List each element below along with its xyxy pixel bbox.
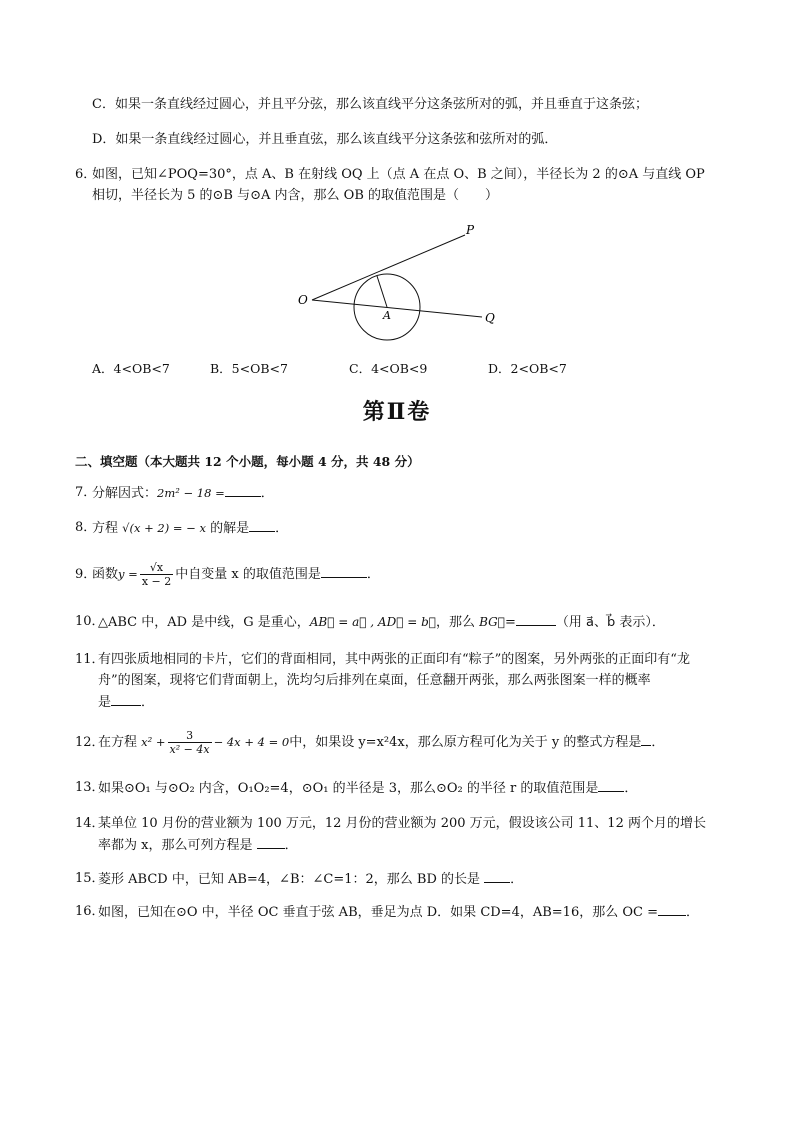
q9-post: 中自变量 x 的取值范围是 (175, 567, 321, 582)
q10-text3: = (504, 615, 516, 630)
q13-number: 13． (75, 780, 105, 795)
q9-lhs: y = (118, 567, 138, 581)
q15-end: ． (510, 872, 524, 887)
q7-post: ． (260, 486, 274, 501)
q6-figure (290, 222, 510, 347)
ray-oq (312, 300, 482, 317)
q9-denominator: x − 2 (141, 575, 172, 588)
q14-number: 14． (75, 816, 105, 831)
q15-text (98, 870, 523, 889)
q10-vectors: AB⃗ = a⃗ , AD⃗ = b⃗ (309, 615, 436, 629)
q11-answer-blank[interactable] (111, 693, 141, 706)
q7-number: 7． (75, 485, 97, 500)
radius-a (377, 276, 387, 307)
q7-answer-blank[interactable] (225, 484, 261, 497)
q15-number: 15． (75, 871, 105, 886)
q12-fraction (168, 729, 212, 756)
q16-body: 如图，已知在⊙O 中，半径 OC 垂直于弦 AB，垂足为点 D．如果 CD=4，AB=16，那么 OC = (98, 905, 658, 920)
q14-text-line2 (98, 836, 298, 855)
q11-text-line2: 舟”的图案，现将它们背面朝上，洗均匀后排列在桌面，任意翻开两张，那么两张图案一样的概率 (98, 673, 651, 688)
q15-body: 菱形 ABCD 中，已知 AB=4，∠B：∠C=1：2，那么 BD 的长是 (98, 872, 481, 887)
q12-expr2: − 4x + 4 = 0 (213, 735, 290, 749)
q11-text-line3 (98, 693, 154, 712)
section-heading: 二、填空题（本大题共 12 个小题，每小题 4 分，共 48 分） (75, 454, 420, 469)
q10-text2: ，那么 (435, 615, 475, 630)
q16-end: ． (685, 905, 699, 920)
q12-numerator: 3 (168, 729, 212, 743)
q9-end: ． (366, 567, 380, 582)
q12-expr1: x² + (141, 735, 166, 749)
q11-line3-text: 是 (98, 695, 112, 710)
q15-answer-blank[interactable] (484, 870, 510, 883)
q7-expr: 2m² − 18 = (157, 486, 225, 500)
q7-pre: 分解因式： (92, 486, 158, 501)
q9-fraction (140, 561, 173, 588)
q11-end: ． (141, 695, 155, 710)
q12-end: ． (651, 735, 665, 750)
ray-op (312, 235, 465, 300)
q6-text-line2: 相切，半径长为 5 的⊙B 与⊙A 内含，那么 OB 的取值范围是（ ） (92, 188, 499, 203)
q10-text4: （用 a⃗、b⃗ 表示）． (555, 615, 665, 630)
q16-number: 16． (75, 904, 105, 919)
q5-option-d: D．如果一条直线经过圆心，并且垂直弦，那么该直线平分这条弦和弦所对的弧． (92, 132, 558, 147)
q6-option-d: D．2<OB<7 (488, 361, 567, 376)
label-a: A (383, 309, 391, 322)
q9-answer-blank[interactable] (321, 565, 367, 578)
q10-text (98, 613, 665, 632)
q12-pre: 在方程 (98, 735, 138, 750)
q10-answer-blank[interactable] (516, 613, 556, 626)
q7-text (92, 484, 274, 503)
q9-numerator: √x (140, 561, 173, 575)
q5-option-c: C．如果一条直线经过圆心，并且平分弦，那么该直线平分这条弦所对的弧，并且垂直于这条弦； (92, 97, 648, 112)
q16-answer-blank[interactable] (658, 903, 686, 916)
q6-number: 6． (75, 167, 97, 182)
q12-text (98, 724, 664, 761)
q8-text (92, 519, 288, 538)
q14-line2-text: 率都为 x，那么可列方程是 (98, 838, 253, 853)
q6-option-c: C．4<OB<9 (349, 361, 428, 376)
label-o: O (298, 293, 308, 307)
q13-answer-blank[interactable] (598, 779, 624, 792)
q16-text (98, 903, 699, 922)
q8-pre: 方程 (92, 521, 119, 536)
q8-answer-blank[interactable] (249, 519, 275, 532)
q13-end: ． (624, 781, 638, 796)
q12-number: 12． (75, 735, 105, 750)
q13-text (98, 779, 637, 798)
q13-body: 如果⊙O₁ 与⊙O₂ 内含，O₁O₂=4，⊙O₁ 的半径是 3，那么⊙O₂ 的半径 r 的取值范围是 (98, 781, 599, 796)
q9-text (92, 556, 380, 593)
q14-answer-blank[interactable] (257, 836, 285, 849)
q14-text-line1: 某单位 10 月份的营业额为 100 万元，12 月份的营业额为 200 万元，假设该公司 11、12 两个月的增长 (98, 816, 706, 831)
q9-number: 9． (75, 567, 97, 582)
q14-end: ． (284, 838, 298, 853)
q9-pre: 函数 (92, 567, 119, 582)
q8-expr: √(x + 2) = − x (122, 521, 206, 535)
q6-option-a: A．4<OB<7 (92, 361, 170, 376)
q10-text1: △ABC 中，AD 是中线，G 是重心， (98, 615, 310, 630)
label-p: P (466, 223, 475, 237)
q12-answer-blank[interactable] (641, 733, 651, 746)
q12-post: 中，如果设 y=x²4x，那么原方程可化为关于 y 的整式方程是 (289, 735, 642, 750)
q10-vector-bg: BG⃗ (479, 615, 505, 629)
q8-number: 8． (75, 520, 97, 535)
label-q: Q (485, 311, 495, 325)
q10-number: 10． (75, 614, 105, 629)
q6-option-b: B．5<OB<7 (210, 361, 288, 376)
q12-denominator: x² − 4x (169, 743, 210, 756)
q8-post: 的解是 (210, 521, 250, 536)
q6-text-line1: 如图，已知∠POQ=30°，点 A、B 在射线 OQ 上（点 A 在点 O、B 之间），半径长为 2 的⊙A 与直线 OP (92, 167, 705, 182)
q8-end: ． (275, 521, 289, 536)
q11-text-line1: 有四张质地相同的卡片，它们的背面相同，其中两张的正面印有“粽子”的图案，另外两张的正面印有“龙 (98, 652, 690, 667)
q11-number: 11． (75, 652, 105, 667)
section-title: 第Ⅱ卷 (362, 399, 432, 425)
